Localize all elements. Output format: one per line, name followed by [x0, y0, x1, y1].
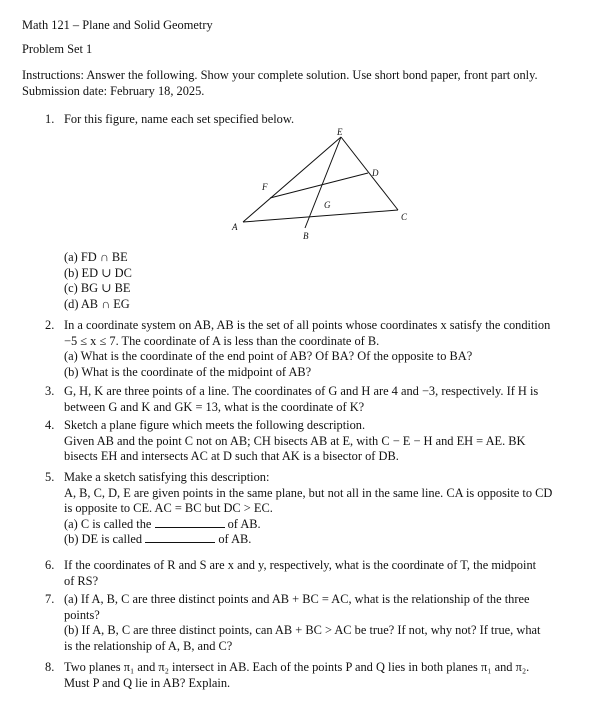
- question-number: 4.: [45, 418, 55, 432]
- q8-line-2: Must P and Q lie in AB? Explain.: [64, 675, 231, 690]
- instructions-text: Instructions: Answer the following. Show your complete solution. Use short bond paper, front part only.: [22, 68, 538, 82]
- question-number: 3.: [45, 384, 55, 398]
- q6-line-2: of RS?: [64, 573, 99, 588]
- answer-blank[interactable]: [155, 517, 225, 528]
- q5-part-b-text: (b) DE is called: [64, 532, 143, 547]
- question-1-parts: [45, 250, 575, 312]
- instructions: [22, 68, 587, 99]
- question-number: 5.: [45, 470, 55, 484]
- question-number: 1.: [45, 112, 55, 126]
- q1-part-b: (b) ED ∪ DC: [64, 265, 132, 280]
- q4-line-2: Given AB and the point C not on AB; CH bisects AB at E, with C − E − H and EH = AE. BK: [64, 433, 526, 448]
- q3-line-2: between G and K and GK = 13, what is the coordinate of K?: [64, 399, 365, 414]
- q4-line-1: Sketch a plane figure which meets the following description.: [64, 418, 366, 432]
- label-G: G: [324, 200, 331, 210]
- question-number: 2.: [45, 318, 55, 332]
- question-4: [45, 418, 575, 465]
- question-1-prompt: For this figure, name each set specified below.: [64, 112, 295, 126]
- q1-part-c: (c) BG ∪ BE: [64, 281, 131, 296]
- segment-AC: [243, 210, 398, 222]
- q5-line-3: is opposite to CE. AC = BC but DC > EC.: [64, 501, 273, 516]
- q6-line-1: If the coordinates of R and S are x and y, respectively, what is the coordinate of T, the midpoint: [64, 558, 537, 572]
- question-number: 8.: [45, 660, 55, 674]
- q2-part-b: (b) What is the coordinate of the midpoint of AB?: [64, 364, 312, 379]
- course-title: Math 121 – Plane and Solid Geometry: [22, 18, 213, 32]
- label-A: A: [232, 222, 238, 232]
- q7-line-4: is the relationship of A, B, and C?: [64, 638, 233, 653]
- geometry-figure: [225, 128, 415, 246]
- submission-date: Submission date: February 18, 2025.: [22, 83, 205, 98]
- question-5: [45, 470, 575, 548]
- question-2: [45, 318, 575, 380]
- q4-line-3: bisects EH and intersects AC at D such that AK is a bisector of DB.: [64, 449, 399, 464]
- question-6: [45, 558, 575, 589]
- q3-line-1: G, H, K are three points of a line. The coordinates of G and H are 4 and −3, respectively. If H is: [64, 384, 539, 398]
- q2-line-1: In a coordinate system on AB, AB is the set of all points whose coordinates x satisfy the condition: [64, 318, 551, 332]
- question-3: [45, 384, 575, 415]
- question-number: 6.: [45, 558, 55, 572]
- q8-line-1: Two planes π₁ and π₂ intersect in AB. Each of the points P and Q lies in both planes π₁ and π₂.: [64, 660, 530, 674]
- q2-part-a: (a) What is the coordinate of the end point of AB? Of BA? Of the opposite to BA?: [64, 349, 473, 364]
- label-F: F: [262, 182, 268, 192]
- answer-blank[interactable]: [145, 532, 215, 543]
- label-D: D: [372, 168, 379, 178]
- question-7: [45, 592, 575, 654]
- q5-line-1: Make a sketch satisfying this description:: [64, 470, 270, 484]
- question-8: [45, 660, 575, 691]
- q7-line-3: (b) If A, B, C are three distinct points, can AB + BC > AC be true? If not, why not? If true, what: [64, 623, 541, 638]
- label-E: E: [337, 128, 343, 137]
- label-C: C: [401, 212, 408, 222]
- q1-part-d: (d) AB ∩ EG: [64, 296, 130, 311]
- segment-EC: [341, 137, 398, 210]
- q7-line-1: (a) If A, B, C are three distinct points and AB + BC = AC, what is the relationship of the three: [64, 592, 530, 606]
- q5-part-a-end: of AB.: [227, 516, 261, 531]
- problem-set-title: Problem Set 1: [22, 42, 93, 56]
- q5-part-b: [64, 532, 575, 548]
- label-B: B: [303, 231, 309, 241]
- q5-part-a: [64, 517, 575, 533]
- q5-line-2: A, B, C, D, E are given points in the same plane, but not all in the same line. CA is opposite to CD: [64, 485, 553, 500]
- q2-line-2: −5 ≤ x ≤ 7. The coordinate of A is less than the coordinate of B.: [64, 333, 380, 348]
- question-number: 7.: [45, 592, 55, 606]
- q5-part-b-end: of AB.: [218, 532, 252, 547]
- q7-line-2: points?: [64, 607, 100, 622]
- question-1: [45, 112, 575, 128]
- q1-part-a: (a) FD ∩ BE: [64, 250, 128, 264]
- q5-part-a-text: (a) C is called the: [64, 516, 152, 531]
